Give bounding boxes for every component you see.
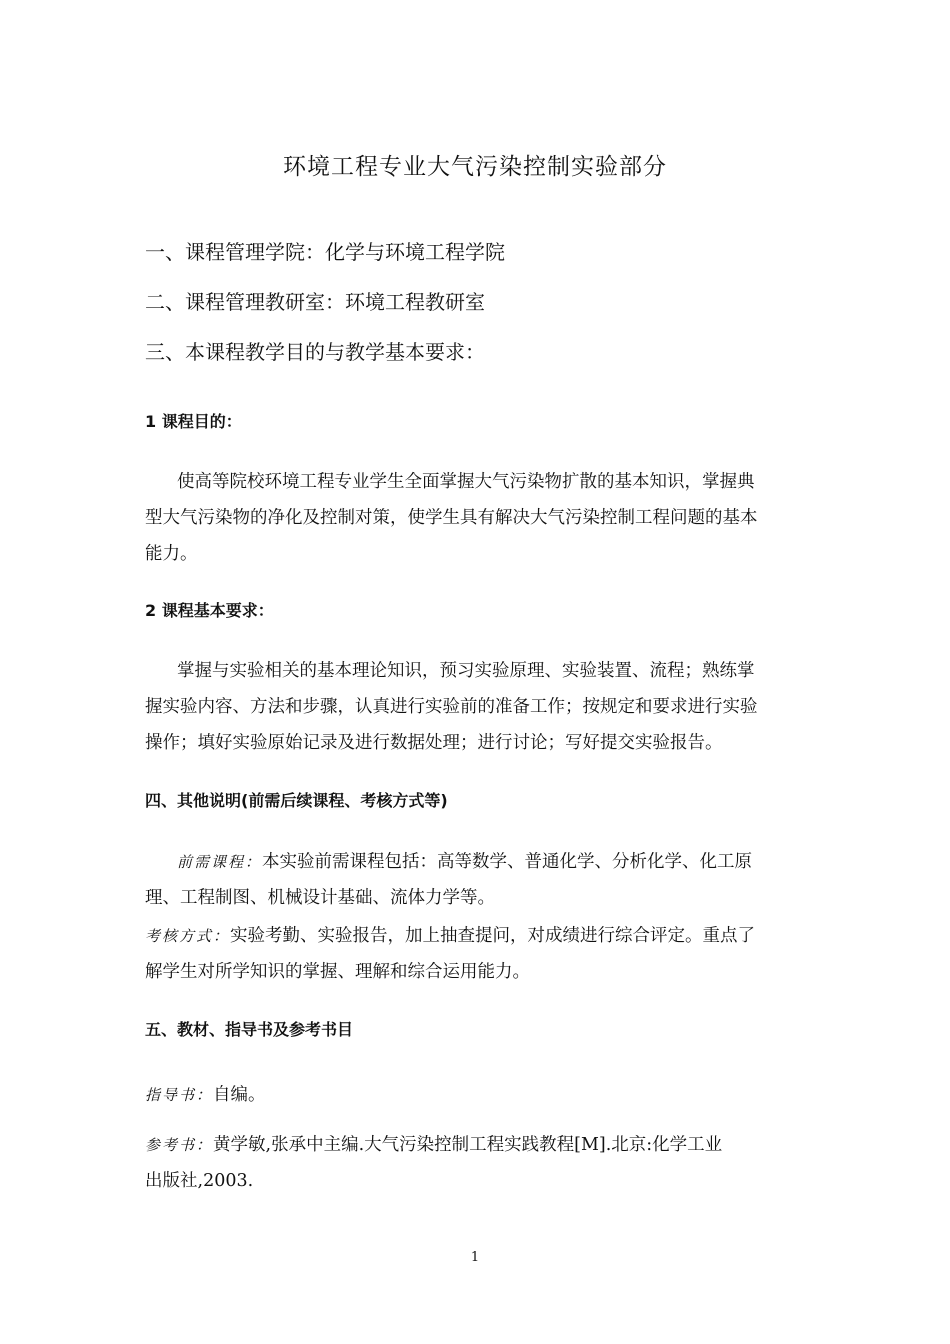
assessment-line: 解学生对所学知识的掌握、理解和综合运用能力。 — [145, 962, 530, 982]
objectives-heading: 1 课程目的： — [145, 412, 242, 431]
prerequisites-line: 理、工程制图、机械设计基础、流体力学等。 — [145, 888, 495, 908]
objectives-line: 型大气污染物的净化及控制对策，使学生具有解决大气污染控制工程问题的基本 — [145, 508, 758, 528]
assessment-line — [145, 918, 810, 954]
guidebook-label: 指导书： — [145, 1086, 214, 1104]
materials-heading: 五、教材、指导书及参考书目 — [145, 1020, 354, 1039]
section-department: 二、课程管理教研室：环境工程教研室 — [145, 290, 485, 314]
prerequisites-paragraph — [145, 844, 810, 916]
other-notes-heading: 四、其他说明(前需后续课程、考核方式等) — [145, 791, 448, 810]
page-number: 1 — [470, 1250, 480, 1265]
reference-line: 出版社,2003. — [145, 1171, 254, 1191]
requirements-line: 操作；填好实验原始记录及进行数据处理；进行讨论；写好提交实验报告。 — [145, 733, 723, 753]
prerequisites-label: 前需课程： — [177, 853, 263, 871]
reference-text: 黄学敏,张承中主编.大气污染控制工程实践教程[M].北京:化学工业 — [213, 1135, 723, 1155]
section-objectives-requirements: 三、本课程教学目的与教学基本要求： — [145, 340, 485, 364]
requirements-line: 掌握与实验相关的基本理论知识，预习实验原理、实验装置、流程；熟练掌 — [177, 661, 755, 681]
prerequisites-line — [145, 844, 810, 880]
requirements-line: 握实验内容、方法和步骤，认真进行实验前的准备工作；按规定和要求进行实验 — [145, 697, 758, 717]
objectives-paragraph — [145, 464, 810, 572]
objectives-line: 使高等院校环境工程专业学生全面掌握大气污染物扩散的基本知识，掌握典 — [177, 472, 755, 492]
requirements-paragraph — [145, 653, 810, 761]
page-title: 环境工程专业大气污染控制实验部分 — [283, 154, 667, 180]
assessment-paragraph — [145, 918, 810, 990]
prerequisites-text: 本实验前需课程包括：高等数学、普通化学、分析化学、化工原 — [262, 852, 753, 872]
objectives-line: 能力。 — [145, 544, 198, 564]
assessment-text: 实验考勤、实验报告，加上抽查提问，对成绩进行综合评定。重点了 — [230, 926, 756, 946]
reference-line — [145, 1127, 810, 1163]
reference-label: 参考书： — [145, 1136, 214, 1154]
guidebook-paragraph — [145, 1077, 810, 1113]
guidebook-text: 自编。 — [213, 1085, 266, 1105]
guidebook-line — [145, 1077, 810, 1113]
requirements-heading: 2 课程基本要求： — [145, 601, 274, 620]
assessment-label: 考核方式： — [145, 927, 231, 945]
reference-paragraph — [145, 1127, 810, 1199]
section-college: 一、课程管理学院：化学与环境工程学院 — [145, 240, 505, 264]
